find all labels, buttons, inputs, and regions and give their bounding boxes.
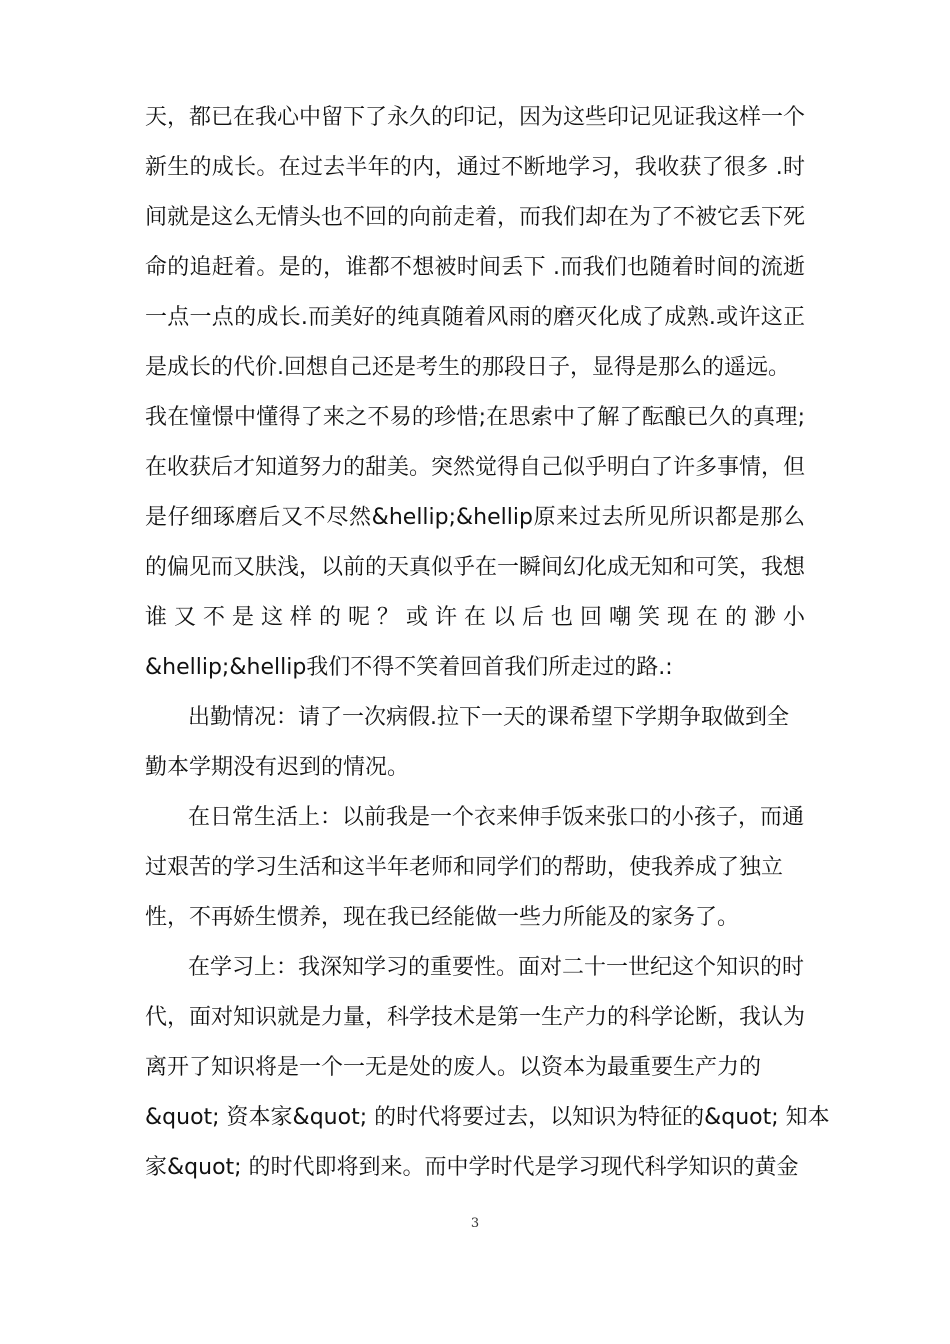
text-line: 过艰苦的学习生活和这半年老师和同学们的帮助，使我养成了独立 (145, 855, 784, 880)
page-number: 3 (470, 1216, 480, 1231)
text-line: 在收获后才知道努力的甜美。突然觉得自己似乎明白了许多事情，但 (145, 455, 806, 480)
text-line: 间就是这么无情头也不回的向前走着，而我们却在为了不被它丢下死 (145, 205, 806, 230)
text-line: 一点一点的成长.而美好的纯真随着风雨的磨灭化成了成熟.或许这正 (145, 305, 805, 330)
paragraph-daily-life-first-line: 在日常生活上：以前我是一个衣来伸手饭来张口的小孩子，而通 (188, 805, 805, 830)
text-line: 谁又不是这样的呢？或许在以后也回嘲笑现在的渺小 (145, 605, 805, 630)
text-line: 勤本学期没有迟到的情况。 (145, 755, 410, 780)
paragraph-study-first-line: 在学习上：我深知学习的重要性。面对二十一世纪这个知识的时 (188, 955, 805, 980)
text-line: 代，面对知识就是力量，科学技术是第一生产力的科学论断，我认为 (145, 1005, 806, 1030)
text-line: 天，都已在我心中留下了永久的印记，因为这些印记见证我这样一个 (145, 105, 806, 130)
text-line: 性，不再娇生惯养，现在我已经能做一些力所能及的家务了。 (145, 905, 740, 930)
text-line: 是仔细琢磨后又不尽然&hellip;&hellip原来过去所见所识都是那么 (145, 505, 805, 530)
text-line: 的偏见而又肤浅，以前的天真似乎在一瞬间幻化成无知和可笑，我想 (145, 555, 806, 580)
text-line: 离开了知识将是一个一无是处的废人。以资本为最重要生产力的 (145, 1055, 762, 1080)
text-line: 新生的成长。在过去半年的内，通过不断地学习，我收获了很多 .时 (145, 155, 805, 180)
paragraph-attendance-first-line: 出勤情况：请了一次病假.拉下一天的课希望下学期争取做到全 (188, 705, 789, 730)
text-line: 我在憧憬中懂得了来之不易的珍惜;在思索中了解了酝酿已久的真理; (145, 405, 805, 430)
text-line: 家&quot; 的时代即将到来。而中学时代是学习现代科学知识的黄金 (145, 1155, 799, 1180)
text-line: &hellip;&hellip我们不得不笑着回首我们所走过的路.: (145, 655, 673, 680)
text-line: 是成长的代价.回想自己还是考生的那段日子，显得是那么的遥远。 (145, 355, 790, 380)
text-line: 命的追赶着。是的，谁都不想被时间丢下 .而我们也随着时间的流逝 (145, 255, 805, 280)
text-line: &quot; 资本家&quot; 的时代将要过去，以知识为特征的&quot; 知本 (145, 1105, 830, 1130)
